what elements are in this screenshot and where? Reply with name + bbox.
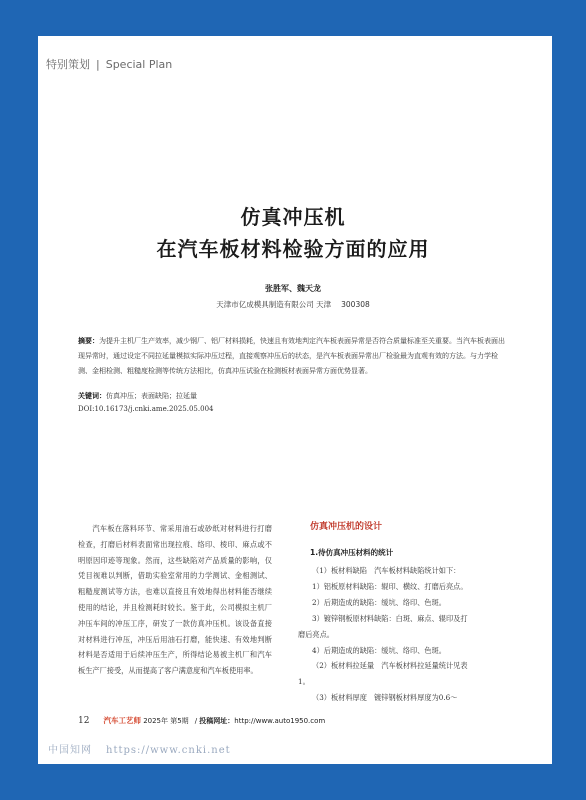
section-name-cn: 特别策划 — [46, 58, 90, 71]
body-line: （3）板材料厚度 镀锌钢板材料厚度为0.6～ — [312, 693, 458, 703]
article-title-line-1: 仿真冲压机 — [240, 205, 346, 229]
keywords — [78, 391, 197, 401]
affiliation — [0, 299, 586, 310]
body-line: 磨后亮点。 — [298, 629, 334, 639]
body-line: 3）镀锌钢板原材料缺陷：白斑、麻点、辊印及打 — [312, 613, 468, 623]
subsection-title: 1.待仿真冲压材料的统计 — [310, 548, 394, 557]
body-line: 1）铝板原材料缺陷：辊印、横纹、打磨后亮点。 — [312, 581, 468, 591]
journal-brand: 汽车工艺师 — [103, 716, 141, 725]
intro-paragraph: 汽车板在落料环节、常采用油石或砂纸对材料进行打磨检查，打磨后材料表面常出现拉痕、络印、棱印、麻点或不明原因印迹等现象。然而，这些缺陷对产品质量的影响，仅凭目视难以判断，借助实验室常用的力学测试、金相测试、粗糙度测试等方法，也难以直接且有效地得出材料能否继续使用的结论，并且检测耗时较长。鉴于此，公司模拟主机厂冲压车间的冲压工序，研发了一款仿真冲压机。该设备直接对材料进行冲压，冲压后用油石打磨，能快速、有效地判断材料是否适用于后续冲压生产，所得结论易被主机厂和汽车板生产厂接受，从而提高了客户满意度和汽车板使用率。 — [78, 524, 272, 676]
abstract-text: 为提升主机厂生产效率，减少钢厂、铝厂材料损耗，快速且有效地判定汽车板表面异常是否符合质量标准至关重要。当汽车板表面出现异常时，通过设定不同拉延量模拟实际冲压过程，直接观察冲压后的状态，是汽车板表面异常出厂检验最为直观有效的方法。与力学检测、金相检测、粗糙度检测等传统方法相比，仿真冲压试验在检测板材表面异常方面优势显著。 — [78, 337, 505, 375]
submission-label: 投稿网址： — [199, 717, 235, 725]
body-line: 2）后期造成的缺陷：缓坑、络印、色斑。 — [312, 597, 446, 607]
abstract-label: 摘要： — [78, 337, 99, 345]
keywords-text: 仿真冲压；表面缺陷；拉延量 — [106, 392, 197, 400]
affiliation-postcode: 300308 — [341, 300, 370, 309]
article-title-line-2: 在汽车板材料检验方面的应用 — [156, 237, 430, 261]
affiliation-org: 天津市亿成模具制造有限公司 天津 — [216, 300, 332, 309]
body-column-right — [298, 563, 504, 706]
body-line: 1。 — [298, 677, 310, 687]
watermark-url: https://www.cnki.net — [106, 745, 231, 756]
journal-issue: 2025年 第5期 — [143, 717, 189, 725]
page-footer — [78, 715, 325, 726]
abstract — [78, 334, 508, 379]
section-header — [46, 56, 172, 72]
footer-slash: / — [194, 717, 198, 725]
section-name-en: Special Plan — [105, 58, 173, 71]
header-separator: | — [96, 58, 100, 71]
intro-column — [78, 521, 272, 679]
keywords-label: 关键词： — [78, 392, 106, 400]
watermark-text: 中国知网 — [48, 745, 92, 756]
authors: 张胜军、魏天龙 — [265, 284, 321, 293]
body-line: 4）后期造成的缺陷：缓坑、络印、色斑。 — [312, 645, 446, 655]
body-line: （1）板材料缺陷 汽车板材料缺陷统计如下： — [312, 566, 461, 575]
submission-url[interactable]: http://www.auto1950.com — [234, 717, 326, 725]
cnki-watermark — [48, 741, 231, 756]
section-title: 仿真冲压机的设计 — [310, 522, 383, 532]
doi: DOI:10.16173/j.cnki.ame.2025.05.004 — [78, 405, 214, 413]
body-line: （2）板材料拉延量 汽车板材料拉延量统计见表 — [312, 661, 468, 671]
page-number: 12 — [78, 716, 90, 726]
